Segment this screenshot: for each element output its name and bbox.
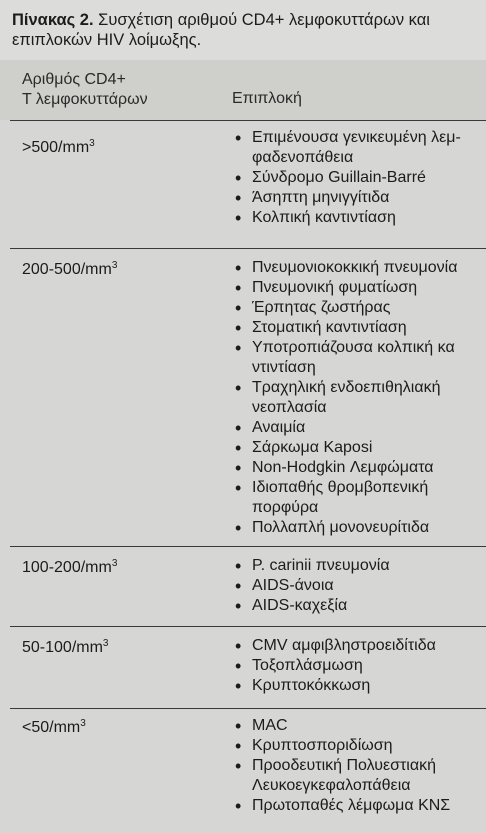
list-item: • Πολλαπλή μονονευρίτιδα — [232, 518, 486, 538]
list-item: • Non-Hodgkin Λεμφώματα — [232, 458, 486, 478]
list-item: • Τοξοπλάσμωση — [232, 656, 486, 676]
header-count-line-1: Αριθμός CD4+ — [22, 71, 126, 88]
list-item: • Στοματική καντιντίαση — [232, 318, 486, 338]
header-complication-column: Επιπλοκή — [232, 90, 302, 107]
list-item: • Υποτροπιάζουσα κολπική κα ντιντίαση — [232, 338, 486, 378]
caption-text-1: Συσχέτιση αριθμού CD4+ λεμφοκυττάρων και — [98, 11, 430, 29]
divider — [10, 248, 486, 249]
complication-list — [232, 128, 486, 228]
cd4-count: $>500/mm^3$ — [22, 138, 95, 156]
list-item: • Κρυπτοκόκκωση — [232, 676, 486, 696]
list-item: • Ιδιοπαθής θρομβοπενική πορφύρα — [232, 478, 486, 518]
cd4-count: $50-100/mm^3$ — [22, 638, 109, 656]
complication-list — [232, 556, 486, 616]
list-item: • Κρυπτοσποριδίωση — [232, 736, 486, 756]
complication-list — [232, 716, 486, 816]
list-item: • AIDS-καχεξία — [232, 596, 486, 616]
list-item: • AIDS-άνοια — [232, 576, 486, 596]
list-item: • Πρωτοπαθές λέμφωμα ΚΝΣ — [232, 796, 486, 816]
table-header — [0, 60, 486, 120]
table-caption — [0, 0, 486, 60]
list-item: • CMV αμφιβληστροειδίτιδα — [232, 636, 486, 656]
divider — [10, 626, 486, 627]
list-item: • Πνευμονική φυματίωση — [232, 278, 486, 298]
list-item: • Τραχηλική ενδοεπιθηλιακή νεοπλασία — [232, 378, 486, 418]
list-item: • Αναιμία — [232, 418, 486, 438]
header-count-line-2: Τ λεμφοκυττάρων — [22, 91, 148, 108]
divider — [10, 708, 486, 709]
list-item: • Σάρκωμα Kaposi — [232, 438, 486, 458]
cd4-count: $<50/mm^3$ — [22, 718, 86, 736]
caption-label: Πίνακας 2. — [12, 11, 94, 29]
divider — [10, 120, 486, 121]
list-item: • Έρπητας ζωστήρας — [232, 298, 486, 318]
list-item: • Επιμένουσα γενικευμένη λεμ- φαδενοπάθεια — [232, 128, 486, 168]
caption-text-2: επιπλοκών HIV λοίμωξης. — [12, 31, 202, 49]
list-item: • P. carinii πνευμονία — [232, 556, 486, 576]
list-item: • Σύνδρομο Guillain-Barré — [232, 168, 486, 188]
list-item: • Προοδευτική Πολυεστιακή Λευκοεγκεφαλοπάθεια — [232, 756, 486, 796]
list-item: • Πνευμονιοκοκκική πνευμονία — [232, 258, 486, 278]
list-item: • MAC — [232, 716, 486, 736]
complication-list — [232, 636, 486, 696]
header-count-column — [22, 70, 148, 110]
caption-line-1 — [12, 10, 486, 30]
cd4-count: $200-500/mm^3$ — [22, 260, 118, 278]
list-item: • Άσηπτη μηνιγγίτιδα — [232, 188, 486, 208]
complication-list — [232, 258, 486, 538]
divider — [10, 546, 486, 547]
cd4-count: $100-200/mm^3$ — [22, 558, 118, 576]
list-item: • Κολπική καντιντίαση — [232, 208, 486, 228]
